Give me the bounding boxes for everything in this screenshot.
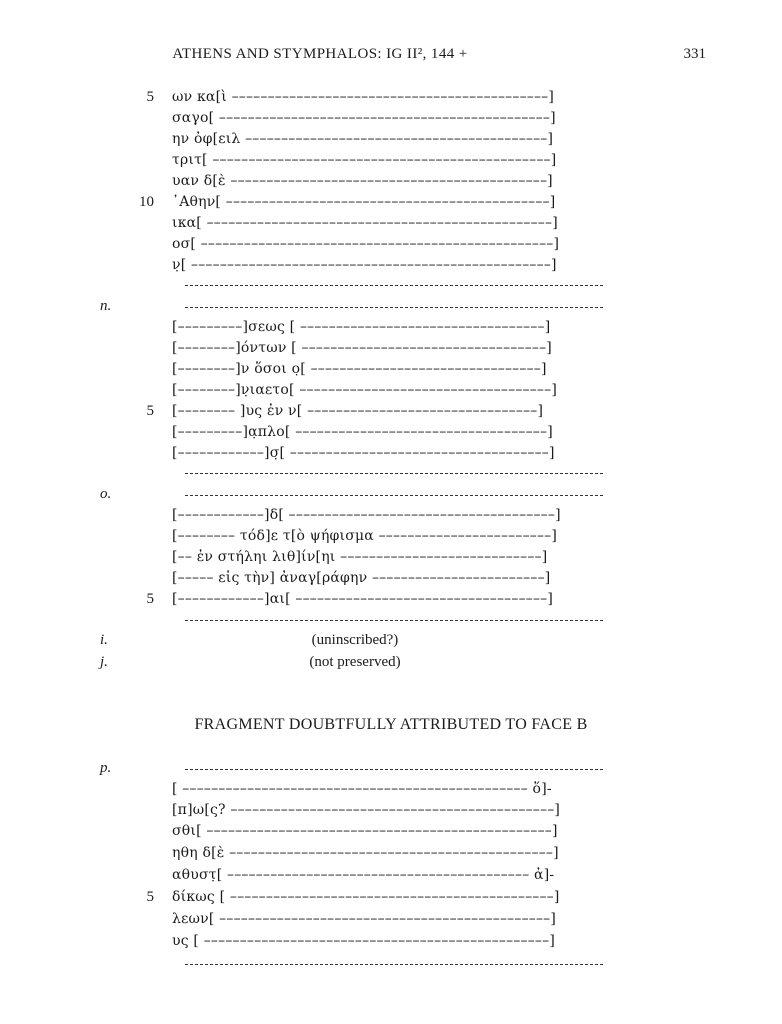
- fragment-note-i: (uninscribed?): [311, 632, 399, 648]
- fragment-label-i: i.: [100, 632, 108, 648]
- line-text: [–––––––––]σεως [ ––––––––––––––––––––––––––––––––––]: [172, 319, 551, 335]
- line-text: λεων[ ––––––––––––––––––––––––––––––––––––––––––––––]: [172, 911, 557, 927]
- line-text: ᾿Αθην[ –––––––––––––––––––––––––––––––––––––––––––––]: [172, 194, 556, 210]
- page-number: 331: [683, 46, 706, 62]
- line-text: ην ὀφ[ειλ ––––––––––––––––––––––––––––––––––––––––––]: [172, 131, 554, 147]
- line-text: υαν δ[ὲ ––––––––––––––––––––––––––––––––––––––––––––]: [172, 173, 553, 189]
- line-text: [––––––––]ν ὅσοι ο̣[ ––––––––––––––––––––––––––––––––]: [172, 361, 547, 377]
- line-text: τριτ[ –––––––––––––––––––––––––––––––––––––––––––––––]: [172, 152, 557, 168]
- line-text: [––––––––]ν̣ιαετο[ –––––––––––––––––––––––––––––––––––]: [172, 382, 557, 398]
- line-text: [π]ω[ς? –––––––––––––––––––––––––––––––––––––––––––––]: [172, 802, 561, 818]
- line-text: [–––––––– τόδ]ε τ[ὸ ψήφισμα ––––––––––––––––––––––––]: [172, 528, 558, 544]
- line-text: οσ[ –––––––––––––––––––––––––––––––––––––––––––––––––]: [172, 236, 560, 252]
- line-number: 5: [146, 889, 154, 905]
- line-text: [–––––––– ]υς ἐν ν[ ––––––––––––––––––––––––––––––––]: [172, 403, 544, 419]
- line-text: σθι[ ––––––––––––––––––––––––––––––––––––––––––––––––]: [172, 823, 558, 839]
- section-heading: FRAGMENT DOUBTFULLY ATTRIBUTED TO FACE B: [194, 716, 588, 733]
- lacuna-dash-line: [185, 473, 603, 474]
- line-text: [ –––––––––––––––––––––––––––––––––––––––––––––––– ὅ]-: [172, 781, 552, 797]
- fragment-label-j: j.: [100, 654, 108, 670]
- fragment-note-j: (not preserved): [309, 654, 401, 670]
- fragment-label-p: p.: [100, 760, 112, 776]
- lacuna-dash-line: [185, 495, 603, 496]
- line-text: δίκως [ –––––––––––––––––––––––––––––––––––––––––––––]: [172, 889, 560, 905]
- line-text: ν̣[ ––––––––––––––––––––––––––––––––––––––––––––––––––]: [172, 257, 557, 273]
- lacuna-dash-line: [185, 307, 603, 308]
- line-text: ικα[ ––––––––––––––––––––––––––––––––––––––––––––––––]: [172, 215, 558, 231]
- lacuna-dash-line: [185, 964, 603, 965]
- line-text: [––––––––––––]σ̣[ ––––––––––––––––––––––––––––––––––––]: [172, 445, 555, 461]
- line-number: 10: [139, 194, 154, 210]
- line-text: [–– ἐν στήληι λιθ]ίν[ηι ––––––––––––––––––––––––––––]: [172, 549, 548, 565]
- lacuna-dash-line: [185, 769, 603, 770]
- line-number: 5: [146, 89, 154, 105]
- line-text: ων κα[ὶ ––––––––––––––––––––––––––––––––––––––––––––]: [172, 89, 555, 105]
- running-header-title: ATHENS AND STYMPHALOS: IG II², 144 +: [172, 46, 468, 62]
- line-text: [–––––––––]α̣πλο[ –––––––––––––––––––––––––––––––––––]: [172, 424, 553, 440]
- fragment-label-n: n.: [100, 298, 112, 314]
- line-text: αθυστ̣[ –––––––––––––––––––––––––––––––––––––––––– ἀ]-: [172, 867, 555, 883]
- line-text: σαγο[ ––––––––––––––––––––––––––––––––––––––––––––––]: [172, 110, 556, 126]
- line-text: [––––––––––––]δ[ –––––––––––––––––––––––––––––––––––––]: [172, 507, 561, 523]
- line-text: ηθη δ[ὲ –––––––––––––––––––––––––––––––––––––––––––––]: [172, 845, 559, 861]
- line-text: [––––– εἰς τὴν] ἀναγ[ράφην ––––––––––––––––––––––––]: [172, 570, 551, 586]
- fragment-label-o: o.: [100, 486, 112, 502]
- line-number: 5: [146, 591, 154, 607]
- lacuna-dash-line: [185, 285, 603, 286]
- line-text: υς [ ––––––––––––––––––––––––––––––––––––––––––––––––]: [172, 933, 555, 949]
- lacuna-dash-line: [185, 620, 603, 621]
- line-text: [––––––––––––]αι[ –––––––––––––––––––––––––––––––––––]: [172, 591, 554, 607]
- line-text: [––––––––]όντων [ ––––––––––––––––––––––––––––––––––]: [172, 340, 552, 356]
- line-number: 5: [146, 403, 154, 419]
